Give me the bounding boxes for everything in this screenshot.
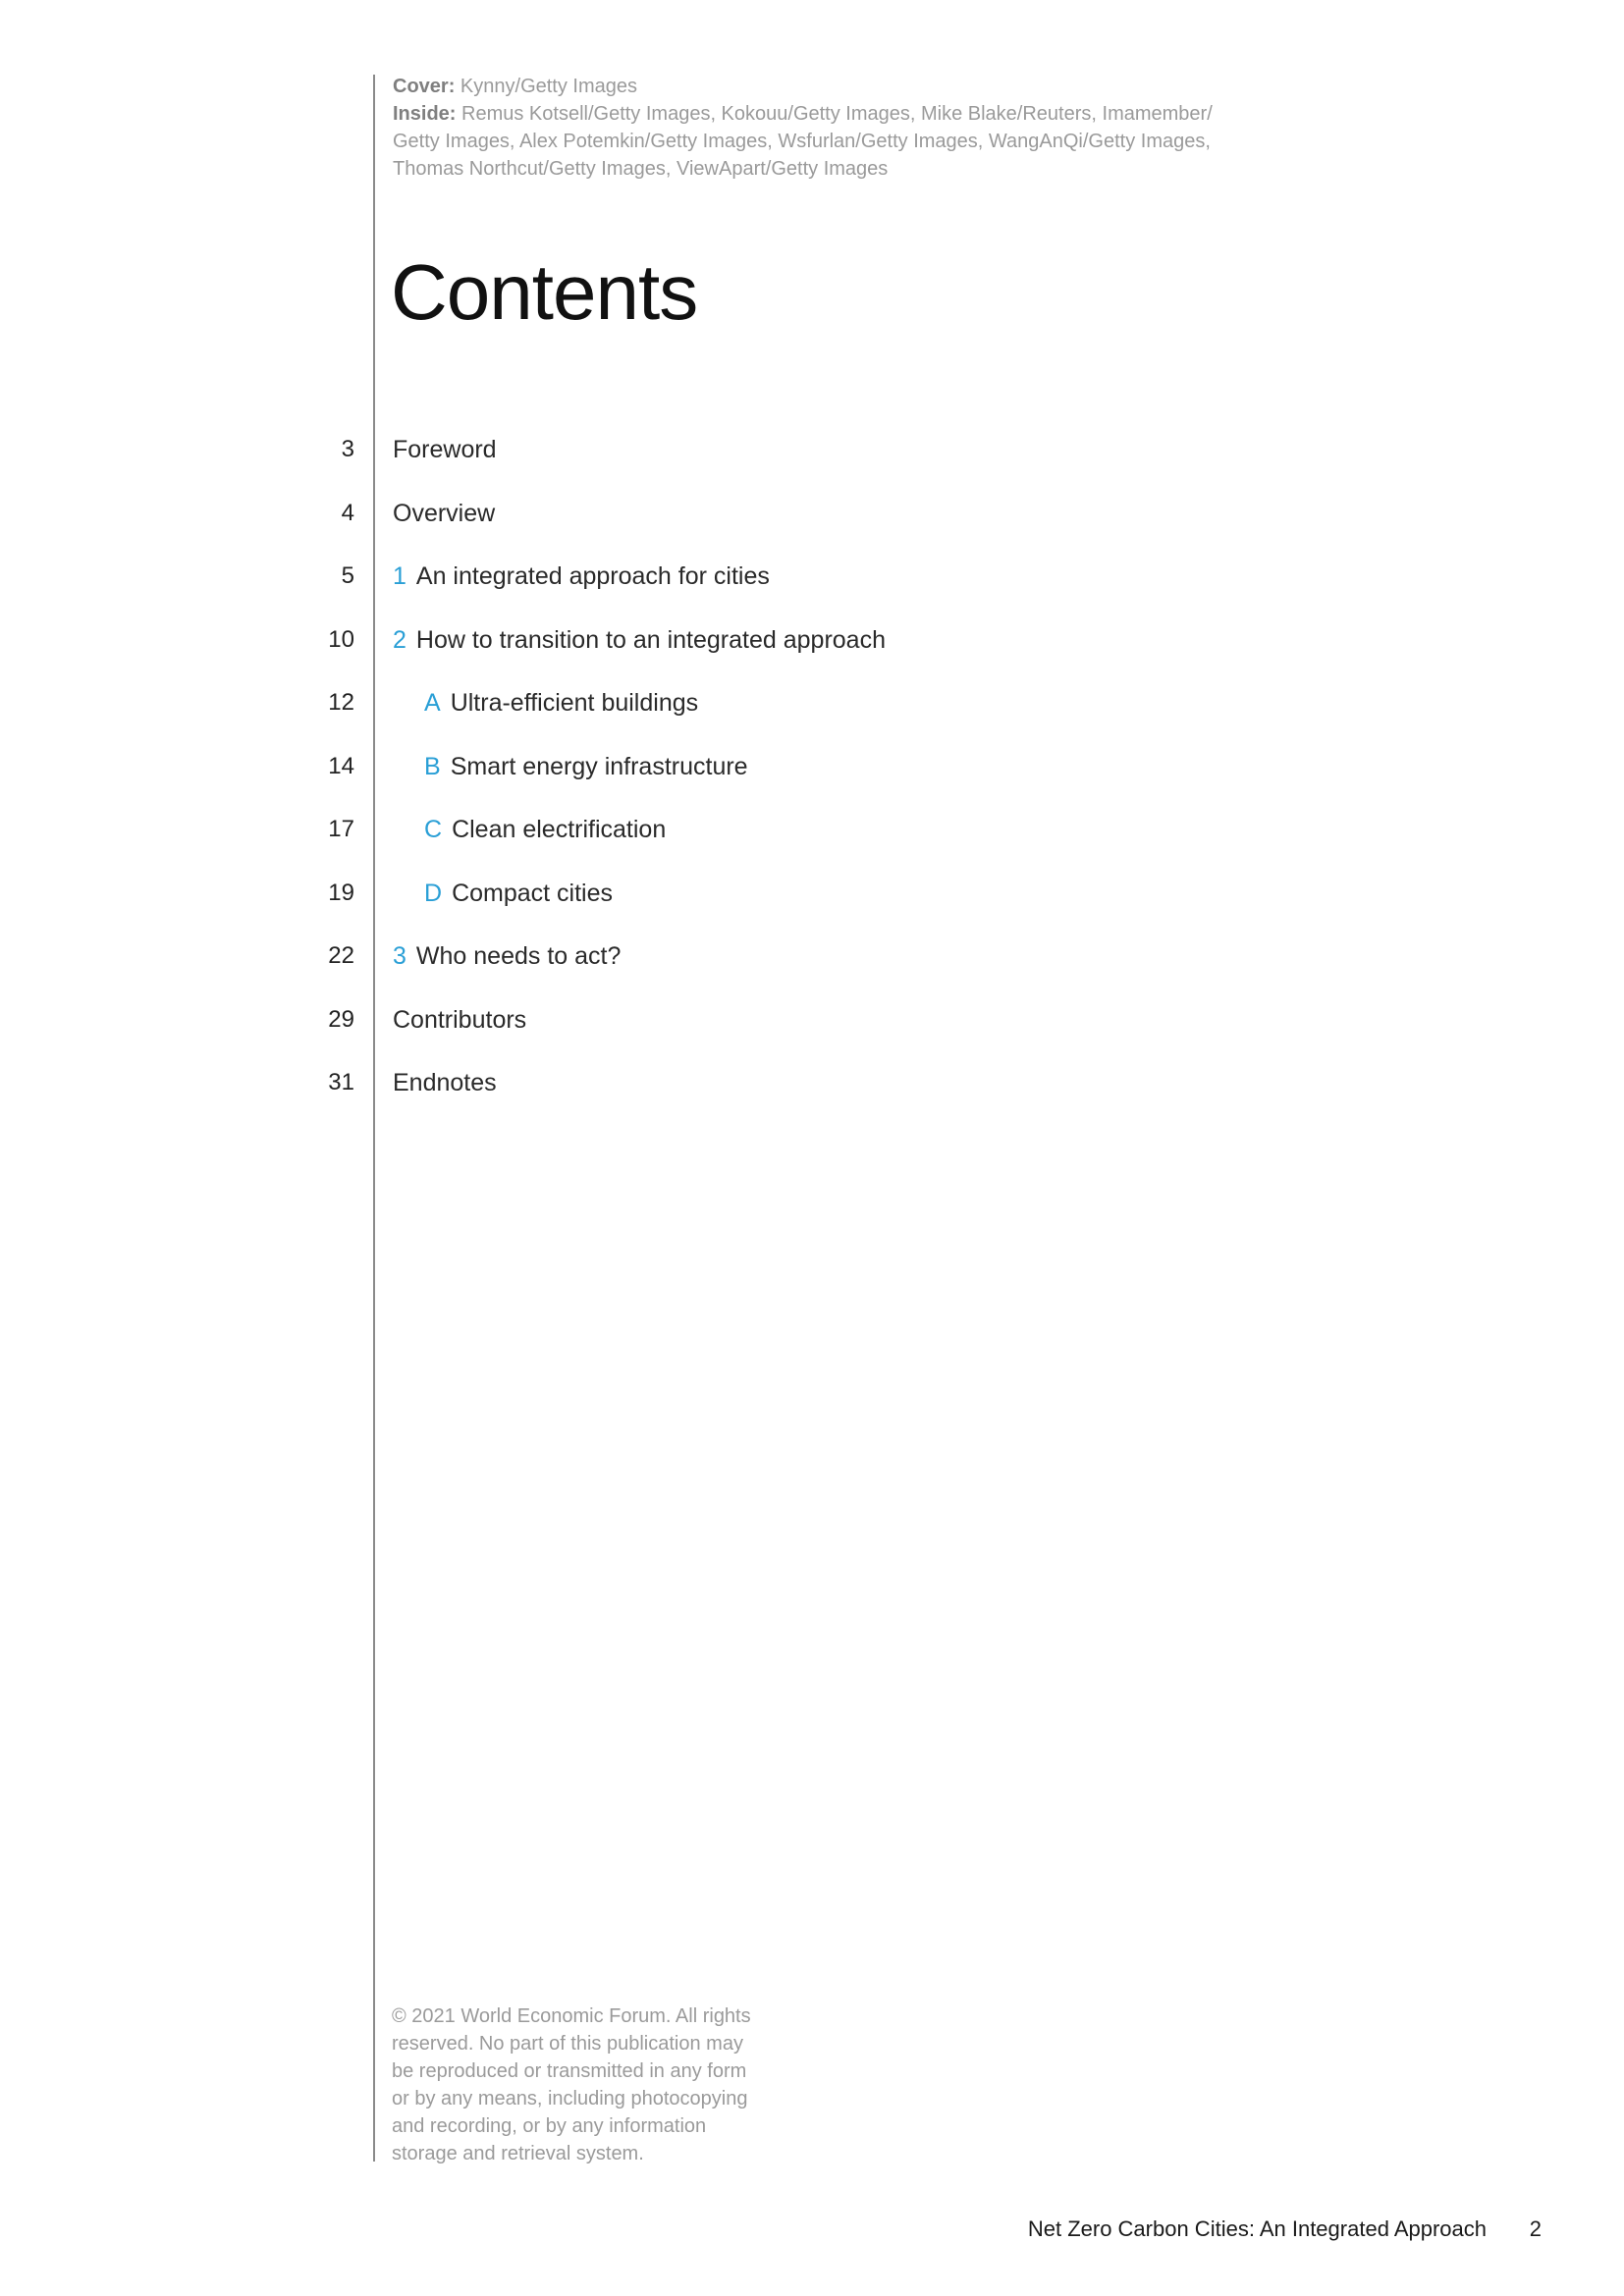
- photo-credits: [393, 73, 1276, 183]
- copyright-line-6: storage and retrieval system.: [392, 2143, 644, 2164]
- toc-entry-link[interactable]: [424, 806, 666, 853]
- toc-section-marker: A: [424, 689, 441, 717]
- footer-report-title: Net Zero Carbon Cities: An Integrated Approach: [1027, 2216, 1487, 2241]
- toc-section-marker: 1: [393, 562, 406, 590]
- toc-row[interactable]: [0, 743, 1624, 807]
- copyright-line-3: be reproduced or transmitted in any form: [392, 2060, 747, 2082]
- toc-page-number[interactable]: 14: [328, 752, 354, 779]
- toc-page-number[interactable]: 31: [328, 1069, 354, 1095]
- copyright-line-2: reserved. No part of this publication may: [392, 2033, 743, 2055]
- copyright-line-1: © 2021 World Economic Forum. All rights: [392, 2005, 751, 2027]
- table-of-contents: [0, 426, 1624, 1123]
- footer-page-number: 2: [1529, 2216, 1542, 2241]
- toc-entry-label: Smart energy infrastructure: [450, 752, 748, 780]
- toc-row[interactable]: [0, 1059, 1624, 1123]
- toc-entry-label: Ultra-efficient buildings: [450, 689, 699, 717]
- toc-page-number[interactable]: 17: [328, 816, 354, 842]
- toc-entry-label: Contributors: [393, 1005, 527, 1034]
- toc-page-number[interactable]: 19: [328, 879, 354, 906]
- toc-row[interactable]: [0, 426, 1624, 490]
- toc-page-number[interactable]: 22: [328, 942, 354, 969]
- toc-entry-link[interactable]: [424, 679, 698, 726]
- toc-entry-label: Endnotes: [393, 1069, 497, 1096]
- toc-page-number[interactable]: 5: [341, 562, 354, 589]
- toc-entry-link[interactable]: [393, 996, 526, 1043]
- toc-row[interactable]: [0, 553, 1624, 616]
- copyright-line-5: and recording, or by any information: [392, 2115, 707, 2137]
- toc-row[interactable]: [0, 679, 1624, 743]
- cover-credit-label: Cover:: [393, 76, 456, 97]
- toc-row[interactable]: [0, 490, 1624, 554]
- toc-entry-link[interactable]: [393, 933, 621, 980]
- toc-row[interactable]: [0, 806, 1624, 870]
- toc-entry-label: Overview: [393, 499, 496, 527]
- inside-credit-text-3: Thomas Northcut/Getty Images, ViewApart/Getty Images: [393, 158, 889, 180]
- page-title: Contents: [391, 248, 698, 336]
- toc-entry-link[interactable]: [393, 490, 495, 537]
- toc-entry-label: An integrated approach for cities: [415, 562, 770, 590]
- toc-page-number[interactable]: 3: [341, 436, 354, 462]
- toc-row[interactable]: [0, 933, 1624, 996]
- toc-entry-label: How to transition to an integrated approach: [415, 625, 886, 654]
- inside-credit-text-1: Remus Kotsell/Getty Images, Kokouu/Getty Images, Mike Blake/Reuters, Imamember/: [461, 103, 1213, 125]
- toc-entry-link[interactable]: [393, 616, 886, 664]
- copyright-notice: [392, 2002, 785, 2167]
- inside-credit-label: Inside:: [393, 103, 457, 125]
- toc-section-marker: D: [424, 879, 443, 907]
- cover-credit-line: [393, 73, 1276, 100]
- toc-row[interactable]: [0, 870, 1624, 934]
- cover-credit-text: Kynny/Getty Images: [460, 76, 637, 97]
- toc-section-marker: C: [424, 816, 443, 843]
- toc-entry-label: Who needs to act?: [415, 942, 622, 970]
- toc-entry-link[interactable]: [393, 553, 770, 600]
- inside-credit-line-1: [393, 100, 1276, 128]
- inside-credit-text-2: Getty Images, Alex Potemkin/Getty Images, Wsfurlan/Getty Images, WangAnQi/Getty Images,: [393, 131, 1211, 152]
- toc-section-marker: 3: [393, 942, 406, 970]
- toc-entry-link[interactable]: [393, 1059, 497, 1106]
- toc-entry-link[interactable]: [393, 426, 497, 473]
- toc-page-number[interactable]: 4: [341, 499, 354, 526]
- toc-section-marker: B: [424, 752, 441, 780]
- toc-entry-link[interactable]: [424, 743, 748, 790]
- toc-entry-label: Compact cities: [452, 879, 614, 907]
- toc-page-number[interactable]: 12: [328, 689, 354, 716]
- toc-section-marker: 2: [393, 625, 406, 654]
- toc-entry-label: Clean electrification: [452, 816, 667, 843]
- toc-page-number[interactable]: 10: [328, 625, 354, 653]
- toc-page-number[interactable]: 29: [328, 1005, 354, 1033]
- toc-entry-label: Foreword: [393, 436, 497, 463]
- toc-row[interactable]: [0, 996, 1624, 1060]
- toc-entry-link[interactable]: [424, 870, 613, 917]
- copyright-line-4: or by any means, including photocopying: [392, 2088, 748, 2109]
- toc-row[interactable]: [0, 616, 1624, 680]
